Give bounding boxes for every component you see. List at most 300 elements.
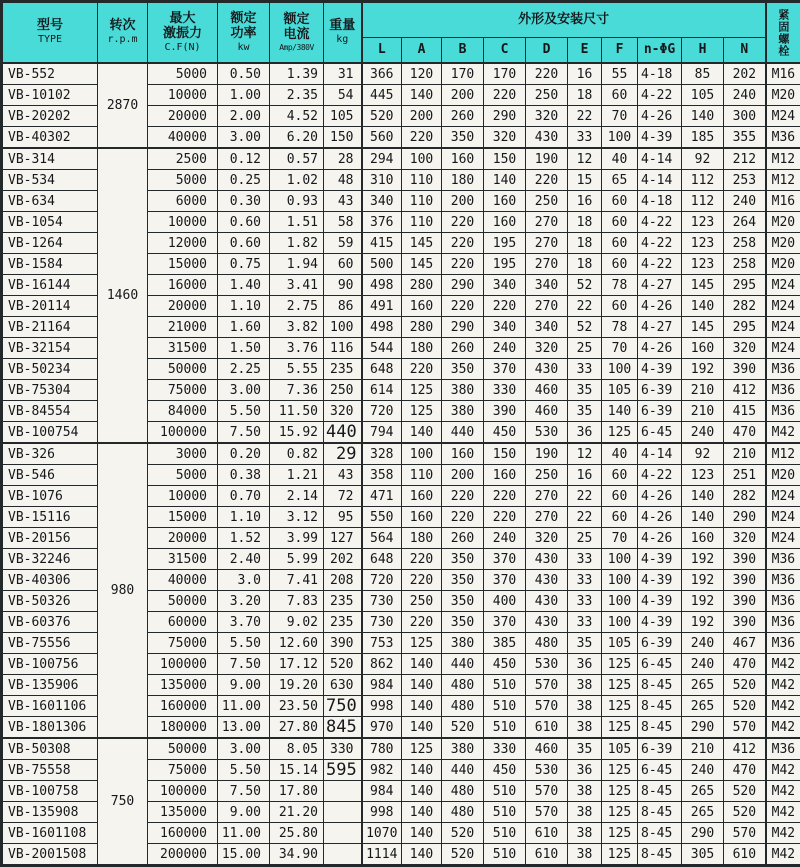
current-cell: 5.99: [270, 549, 324, 570]
dim-cell-N: 390: [724, 612, 766, 633]
model-cell: VB-135908: [2, 802, 98, 823]
power-cell: 2.40: [218, 549, 270, 570]
dim-cell-L: 984: [362, 675, 402, 696]
col-header-D: D: [526, 38, 568, 64]
dim-cell-E: 38: [568, 844, 602, 866]
col-header-current-en: Amp/380V: [272, 43, 321, 52]
dim-cell-F: 60: [602, 486, 638, 507]
power-cell: 11.00: [218, 823, 270, 844]
col-header-H: H: [682, 38, 724, 64]
model-cell: VB-1264: [2, 233, 98, 254]
weight-cell: 150: [324, 127, 362, 149]
bolt-cell: M24: [766, 296, 800, 317]
dim-cell-n-ΦG: 4-26: [638, 486, 682, 507]
dim-cell-B: 290: [442, 275, 484, 296]
dim-cell-D: 190: [526, 148, 568, 170]
dim-cell-N: 390: [724, 359, 766, 380]
col-header-weight-en: kg: [326, 34, 359, 46]
dim-cell-B: 170: [442, 63, 484, 85]
current-cell: 17.80: [270, 781, 324, 802]
current-cell: 1.02: [270, 170, 324, 191]
dim-cell-E: 38: [568, 717, 602, 739]
dim-cell-L: 471: [362, 486, 402, 507]
dim-cell-B: 260: [442, 338, 484, 359]
weight-cell: 845: [324, 717, 362, 739]
dim-cell-F: 60: [602, 465, 638, 486]
power-cell: 0.50: [218, 63, 270, 85]
dim-cell-F: 60: [602, 85, 638, 106]
power-cell: 3.70: [218, 612, 270, 633]
dim-cell-C: 290: [484, 106, 526, 127]
force-cell: 180000: [148, 717, 218, 739]
dim-cell-L: 310: [362, 170, 402, 191]
dim-cell-B: 520: [442, 844, 484, 866]
force-cell: 160000: [148, 823, 218, 844]
dim-cell-C: 450: [484, 422, 526, 444]
dim-cell-N: 570: [724, 823, 766, 844]
table-header: [2, 2, 800, 64]
dim-cell-H: 145: [682, 275, 724, 296]
weight-cell: 100: [324, 317, 362, 338]
dim-cell-N: 520: [724, 675, 766, 696]
dim-cell-L: 1114: [362, 844, 402, 866]
dim-cell-F: 100: [602, 591, 638, 612]
dim-cell-A: 220: [402, 127, 442, 149]
bolt-cell: M42: [766, 802, 800, 823]
dim-cell-A: 160: [402, 486, 442, 507]
dim-cell-L: 366: [362, 63, 402, 85]
force-cell: 20000: [148, 106, 218, 127]
dim-cell-E: 38: [568, 675, 602, 696]
bolt-cell: M36: [766, 549, 800, 570]
dim-cell-C: 385: [484, 633, 526, 654]
current-cell: 17.12: [270, 654, 324, 675]
dim-cell-D: 610: [526, 844, 568, 866]
dim-cell-F: 125: [602, 802, 638, 823]
dim-cell-F: 40: [602, 148, 638, 170]
dim-cell-n-ΦG: 8-45: [638, 717, 682, 739]
dim-cell-n-ΦG: 8-45: [638, 696, 682, 717]
dim-cell-E: 16: [568, 465, 602, 486]
dim-cell-F: 125: [602, 844, 638, 866]
dim-cell-C: 160: [484, 212, 526, 233]
dim-cell-E: 22: [568, 296, 602, 317]
dim-cell-L: 1070: [362, 823, 402, 844]
dim-cell-n-ΦG: 4-22: [638, 233, 682, 254]
table-row: [2, 148, 800, 170]
dim-cell-B: 200: [442, 465, 484, 486]
dim-cell-D: 570: [526, 802, 568, 823]
col-header-rpm-zh: 转次: [100, 19, 145, 34]
power-cell: 1.00: [218, 85, 270, 106]
model-cell: VB-10102: [2, 85, 98, 106]
current-cell: 25.80: [270, 823, 324, 844]
power-cell: 3.00: [218, 127, 270, 149]
model-cell: VB-1584: [2, 254, 98, 275]
dim-cell-A: 125: [402, 738, 442, 760]
force-cell: 15000: [148, 254, 218, 275]
dim-cell-C: 220: [484, 486, 526, 507]
dim-cell-H: 112: [682, 170, 724, 191]
bolt-cell: M12: [766, 170, 800, 191]
force-cell: 50000: [148, 591, 218, 612]
dim-cell-L: 998: [362, 696, 402, 717]
dim-cell-D: 430: [526, 570, 568, 591]
col-header-force-zh2: 激振力: [150, 27, 215, 42]
dim-cell-n-ΦG: 6-39: [638, 633, 682, 654]
dim-cell-A: 110: [402, 191, 442, 212]
dim-cell-n-ΦG: 4-22: [638, 85, 682, 106]
weight-cell: 72: [324, 486, 362, 507]
power-cell: 5.50: [218, 633, 270, 654]
dim-cell-H: 210: [682, 401, 724, 422]
dim-cell-A: 200: [402, 106, 442, 127]
rpm-cell: 1460: [98, 148, 148, 443]
current-cell: 19.20: [270, 675, 324, 696]
dim-cell-C: 220: [484, 85, 526, 106]
model-cell: VB-50308: [2, 738, 98, 760]
dim-cell-B: 380: [442, 633, 484, 654]
weight-cell: 60: [324, 254, 362, 275]
force-cell: 40000: [148, 570, 218, 591]
dim-cell-F: 125: [602, 717, 638, 739]
dim-cell-H: 105: [682, 85, 724, 106]
dim-cell-n-ΦG: 6-45: [638, 422, 682, 444]
bolt-cell: M16: [766, 63, 800, 85]
power-cell: 3.00: [218, 380, 270, 401]
dim-cell-L: 970: [362, 717, 402, 739]
current-cell: 3.76: [270, 338, 324, 359]
dim-cell-F: 125: [602, 422, 638, 444]
dim-cell-H: 123: [682, 212, 724, 233]
force-cell: 21000: [148, 317, 218, 338]
dim-cell-H: 92: [682, 443, 724, 465]
dim-cell-E: 12: [568, 443, 602, 465]
dim-cell-L: 544: [362, 338, 402, 359]
dim-cell-D: 250: [526, 85, 568, 106]
current-cell: 1.51: [270, 212, 324, 233]
dim-cell-N: 258: [724, 233, 766, 254]
dim-cell-B: 160: [442, 443, 484, 465]
dim-cell-H: 185: [682, 127, 724, 149]
dim-cell-H: 192: [682, 549, 724, 570]
power-cell: 1.10: [218, 507, 270, 528]
weight-cell: 330: [324, 738, 362, 760]
force-cell: 5000: [148, 465, 218, 486]
dim-cell-L: 550: [362, 507, 402, 528]
dim-cell-F: 60: [602, 254, 638, 275]
dim-cell-F: 60: [602, 507, 638, 528]
dim-cell-n-ΦG: 4-26: [638, 106, 682, 127]
weight-cell: 202: [324, 549, 362, 570]
dim-cell-F: 70: [602, 528, 638, 549]
dim-cell-B: 480: [442, 802, 484, 823]
weight-cell: [324, 844, 362, 866]
dim-cell-L: 648: [362, 359, 402, 380]
power-cell: 15.00: [218, 844, 270, 866]
power-cell: 1.10: [218, 296, 270, 317]
dim-cell-L: 358: [362, 465, 402, 486]
dim-cell-N: 412: [724, 738, 766, 760]
weight-cell: [324, 781, 362, 802]
dim-cell-A: 120: [402, 63, 442, 85]
rpm-cell: 2870: [98, 63, 148, 148]
dim-cell-D: 430: [526, 612, 568, 633]
current-cell: 0.57: [270, 148, 324, 170]
model-cell: VB-2001508: [2, 844, 98, 866]
dim-cell-n-ΦG: 8-45: [638, 823, 682, 844]
model-cell: VB-16144: [2, 275, 98, 296]
model-cell: VB-100754: [2, 422, 98, 444]
current-cell: 2.35: [270, 85, 324, 106]
current-cell: 7.41: [270, 570, 324, 591]
weight-cell: 390: [324, 633, 362, 654]
col-header-force-en: C.F(N): [150, 42, 215, 54]
current-cell: 3.99: [270, 528, 324, 549]
dim-cell-C: 160: [484, 191, 526, 212]
weight-cell: 630: [324, 675, 362, 696]
dim-cell-E: 16: [568, 63, 602, 85]
dim-cell-C: 370: [484, 612, 526, 633]
model-cell: VB-1601108: [2, 823, 98, 844]
col-header-power: [218, 2, 270, 64]
current-cell: 1.82: [270, 233, 324, 254]
dim-cell-A: 280: [402, 275, 442, 296]
dim-cell-C: 510: [484, 844, 526, 866]
weight-cell: 235: [324, 359, 362, 380]
force-cell: 50000: [148, 738, 218, 760]
dim-cell-H: 140: [682, 296, 724, 317]
dim-cell-E: 35: [568, 633, 602, 654]
dim-cell-E: 33: [568, 612, 602, 633]
dim-cell-L: 730: [362, 591, 402, 612]
power-cell: 7.50: [218, 781, 270, 802]
model-cell: VB-314: [2, 148, 98, 170]
dim-cell-B: 260: [442, 528, 484, 549]
bolt-cell: M24: [766, 486, 800, 507]
weight-cell: 440: [324, 422, 362, 444]
power-cell: 0.60: [218, 212, 270, 233]
dim-cell-H: 140: [682, 106, 724, 127]
model-cell: VB-21164: [2, 317, 98, 338]
force-cell: 15000: [148, 507, 218, 528]
model-cell: VB-75558: [2, 760, 98, 781]
dim-cell-E: 22: [568, 486, 602, 507]
dim-cell-A: 110: [402, 212, 442, 233]
dim-cell-n-ΦG: 4-18: [638, 191, 682, 212]
model-cell: VB-1801306: [2, 717, 98, 739]
dim-cell-A: 125: [402, 401, 442, 422]
col-header-L: L: [362, 38, 402, 64]
col-header-F: F: [602, 38, 638, 64]
current-cell: 6.20: [270, 127, 324, 149]
dim-cell-D: 320: [526, 338, 568, 359]
force-cell: 31500: [148, 338, 218, 359]
dim-cell-A: 220: [402, 570, 442, 591]
power-cell: 0.20: [218, 443, 270, 465]
dim-cell-L: 294: [362, 148, 402, 170]
dim-cell-F: 55: [602, 63, 638, 85]
dim-cell-D: 430: [526, 549, 568, 570]
current-cell: 12.60: [270, 633, 324, 654]
dim-cell-B: 160: [442, 148, 484, 170]
dim-cell-C: 150: [484, 443, 526, 465]
dim-cell-C: 510: [484, 696, 526, 717]
col-header-nPhiG: n-ΦG: [638, 38, 682, 64]
col-header-bolt: [766, 2, 800, 64]
dim-cell-F: 125: [602, 823, 638, 844]
power-cell: 7.50: [218, 422, 270, 444]
dim-cell-F: 125: [602, 696, 638, 717]
dim-cell-D: 270: [526, 212, 568, 233]
dim-cell-D: 460: [526, 738, 568, 760]
model-cell: VB-546: [2, 465, 98, 486]
dim-cell-D: 570: [526, 675, 568, 696]
dim-cell-D: 610: [526, 717, 568, 739]
bolt-cell: M42: [766, 844, 800, 866]
dim-cell-A: 145: [402, 233, 442, 254]
bolt-cell: M36: [766, 633, 800, 654]
dim-cell-n-ΦG: 4-27: [638, 317, 682, 338]
dim-cell-A: 180: [402, 338, 442, 359]
dim-cell-N: 295: [724, 317, 766, 338]
dim-cell-C: 240: [484, 338, 526, 359]
col-header-model: [2, 2, 98, 64]
dim-cell-F: 125: [602, 781, 638, 802]
dim-cell-C: 510: [484, 802, 526, 823]
model-cell: VB-50326: [2, 591, 98, 612]
dim-cell-C: 330: [484, 738, 526, 760]
dim-cell-D: 530: [526, 760, 568, 781]
dim-cell-B: 200: [442, 191, 484, 212]
dim-cell-F: 78: [602, 317, 638, 338]
dim-cell-H: 140: [682, 486, 724, 507]
dim-cell-B: 220: [442, 254, 484, 275]
dim-cell-H: 192: [682, 570, 724, 591]
dim-cell-B: 220: [442, 296, 484, 317]
bolt-cell: M24: [766, 528, 800, 549]
dim-cell-C: 195: [484, 233, 526, 254]
dim-cell-E: 25: [568, 338, 602, 359]
bolt-cell: M24: [766, 507, 800, 528]
dim-cell-N: 415: [724, 401, 766, 422]
power-cell: 11.00: [218, 696, 270, 717]
dim-cell-B: 440: [442, 760, 484, 781]
dim-cell-F: 140: [602, 401, 638, 422]
dim-cell-A: 280: [402, 317, 442, 338]
dim-cell-H: 290: [682, 823, 724, 844]
bolt-cell: M42: [766, 760, 800, 781]
dim-cell-B: 440: [442, 422, 484, 444]
dim-cell-D: 220: [526, 63, 568, 85]
power-cell: 5.50: [218, 401, 270, 422]
dim-cell-C: 510: [484, 781, 526, 802]
dim-cell-C: 450: [484, 654, 526, 675]
dim-cell-n-ΦG: 8-45: [638, 802, 682, 823]
weight-cell: 116: [324, 338, 362, 359]
dim-cell-C: 400: [484, 591, 526, 612]
dim-cell-N: 390: [724, 549, 766, 570]
bolt-cell: M12: [766, 443, 800, 465]
dim-cell-C: 220: [484, 507, 526, 528]
table-row: [2, 443, 800, 465]
dim-cell-D: 430: [526, 127, 568, 149]
bolt-cell: M36: [766, 127, 800, 149]
dim-cell-L: 720: [362, 401, 402, 422]
dim-cell-H: 92: [682, 148, 724, 170]
dim-cell-H: 85: [682, 63, 724, 85]
dim-cell-F: 70: [602, 106, 638, 127]
dim-cell-B: 350: [442, 127, 484, 149]
dim-cell-D: 270: [526, 486, 568, 507]
dim-cell-H: 240: [682, 633, 724, 654]
dim-cell-n-ΦG: 4-18: [638, 63, 682, 85]
dim-cell-n-ΦG: 4-22: [638, 254, 682, 275]
dim-cell-H: 265: [682, 781, 724, 802]
dim-cell-B: 480: [442, 675, 484, 696]
dim-cell-H: 160: [682, 528, 724, 549]
dim-cell-B: 440: [442, 654, 484, 675]
model-cell: VB-552: [2, 63, 98, 85]
col-header-force-zh1: 最大: [150, 12, 215, 27]
force-cell: 84000: [148, 401, 218, 422]
dim-cell-N: 202: [724, 63, 766, 85]
dim-cell-E: 33: [568, 591, 602, 612]
power-cell: 1.60: [218, 317, 270, 338]
dim-cell-B: 350: [442, 570, 484, 591]
dim-cell-E: 18: [568, 85, 602, 106]
dim-cell-N: 253: [724, 170, 766, 191]
col-header-weight-zh: 重量: [326, 19, 359, 34]
dim-cell-A: 220: [402, 359, 442, 380]
weight-cell: 127: [324, 528, 362, 549]
dim-cell-F: 100: [602, 612, 638, 633]
dim-cell-H: 240: [682, 422, 724, 444]
dim-cell-A: 140: [402, 802, 442, 823]
current-cell: 9.02: [270, 612, 324, 633]
dim-cell-A: 140: [402, 823, 442, 844]
dim-cell-n-ΦG: 4-26: [638, 528, 682, 549]
model-cell: VB-20156: [2, 528, 98, 549]
dim-cell-F: 60: [602, 296, 638, 317]
power-cell: 0.75: [218, 254, 270, 275]
weight-cell: 86: [324, 296, 362, 317]
col-header-N: N: [724, 38, 766, 64]
bolt-cell: M36: [766, 570, 800, 591]
dim-cell-H: 140: [682, 507, 724, 528]
col-header-power-zh1: 额定: [220, 12, 267, 27]
dim-cell-N: 470: [724, 654, 766, 675]
dim-cell-B: 220: [442, 212, 484, 233]
dim-cell-D: 570: [526, 781, 568, 802]
weight-cell: 320: [324, 401, 362, 422]
dim-cell-n-ΦG: 8-45: [638, 844, 682, 866]
current-cell: 3.12: [270, 507, 324, 528]
dim-cell-n-ΦG: 4-22: [638, 212, 682, 233]
dim-cell-N: 282: [724, 296, 766, 317]
dim-cell-n-ΦG: 8-45: [638, 675, 682, 696]
dim-cell-N: 390: [724, 570, 766, 591]
force-cell: 3000: [148, 443, 218, 465]
dim-cell-C: 195: [484, 254, 526, 275]
bolt-cell: M36: [766, 380, 800, 401]
dim-cell-L: 500: [362, 254, 402, 275]
dim-cell-B: 350: [442, 549, 484, 570]
dim-cell-F: 100: [602, 549, 638, 570]
dim-cell-A: 110: [402, 465, 442, 486]
col-header-current: [270, 2, 324, 64]
dim-cell-A: 140: [402, 844, 442, 866]
